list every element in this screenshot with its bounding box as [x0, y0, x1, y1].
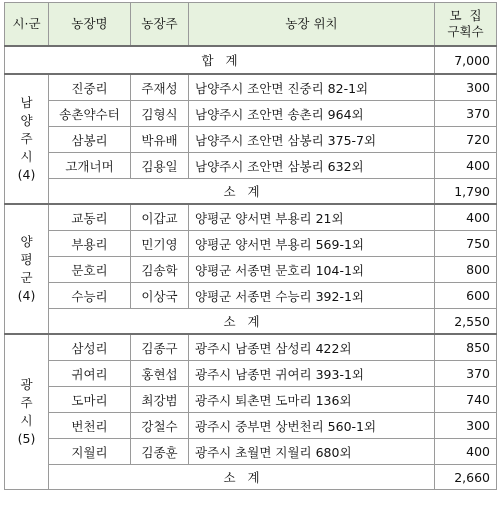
location-cell: 광주시 남종면 귀여리 393-1외	[189, 361, 435, 387]
count-cell: 300	[435, 74, 497, 101]
region-char: (4)	[17, 167, 36, 182]
table-row	[5, 439, 497, 465]
header-count	[435, 3, 497, 47]
count-cell: 740	[435, 387, 497, 413]
region-cell	[5, 204, 49, 334]
count-cell: 370	[435, 361, 497, 387]
count-cell: 400	[435, 153, 497, 179]
location-cell: 광주시 퇴촌면 도마리 136외	[189, 387, 435, 413]
table-row	[5, 74, 497, 101]
location-cell: 남양주시 조안면 송촌리 964외	[189, 101, 435, 127]
owner-cell: 주재성	[131, 74, 189, 101]
subtotal-row	[5, 465, 497, 490]
location-cell: 광주시 초월면 지월리 680외	[189, 439, 435, 465]
count-cell: 300	[435, 413, 497, 439]
location-cell: 광주시 남종면 삼성리 422외	[189, 334, 435, 361]
region-char: 시	[20, 149, 33, 164]
count-cell: 400	[435, 439, 497, 465]
table-body	[5, 46, 497, 490]
count-cell: 370	[435, 101, 497, 127]
region-char: 평	[20, 252, 33, 267]
count-cell: 800	[435, 257, 497, 283]
farm-name-cell: 고개너머	[49, 153, 131, 179]
farm-name-cell: 송촌약수터	[49, 101, 131, 127]
location-cell: 남양주시 조안면 삼봉리 632외	[189, 153, 435, 179]
farm-allotment-table	[4, 2, 497, 490]
subtotal-label: 소 계	[49, 309, 435, 335]
grand-total-label	[5, 46, 435, 74]
location-cell: 양평군 양서면 부용리 569-1외	[189, 231, 435, 257]
table-row	[5, 413, 497, 439]
table-row	[5, 204, 497, 231]
subtotal-value: 2,660	[435, 465, 497, 490]
table-row	[5, 231, 497, 257]
subtotal-value: 2,550	[435, 309, 497, 335]
header-farm-name: 농장명	[49, 3, 131, 47]
location-cell: 남양주시 조안면 진중리 82-1외	[189, 74, 435, 101]
region-char: 시	[20, 413, 33, 428]
farm-name-cell: 지월리	[49, 439, 131, 465]
owner-cell: 이상국	[131, 283, 189, 309]
region-char: 남	[20, 95, 33, 110]
location-cell: 남양주시 조안면 삼봉리 375-7외	[189, 127, 435, 153]
owner-cell: 김종구	[131, 334, 189, 361]
subtotal-label: 소 계	[49, 179, 435, 205]
subtotal-row	[5, 309, 497, 335]
region-char: 양	[20, 113, 33, 128]
location-cell: 양평군 서종면 문호리 104-1외	[189, 257, 435, 283]
count-cell: 400	[435, 204, 497, 231]
region-char: 양	[20, 234, 33, 249]
farm-name-cell: 문호리	[49, 257, 131, 283]
subtotal-label: 소 계	[49, 465, 435, 490]
header-count-line2: 구획수	[447, 24, 484, 39]
farm-name-cell: 번천리	[49, 413, 131, 439]
region-char: 주	[20, 395, 33, 410]
count-cell: 600	[435, 283, 497, 309]
farm-name-cell: 교동리	[49, 204, 131, 231]
location-cell: 광주시 중부면 상번천리 560-1외	[189, 413, 435, 439]
region-cell	[5, 334, 49, 490]
table-row	[5, 153, 497, 179]
farm-name-cell: 수능리	[49, 283, 131, 309]
table-row	[5, 127, 497, 153]
count-cell: 720	[435, 127, 497, 153]
table-row	[5, 257, 497, 283]
grand-total-row	[5, 46, 497, 74]
subtotal-value: 1,790	[435, 179, 497, 205]
header-row	[5, 3, 497, 47]
count-cell: 750	[435, 231, 497, 257]
owner-cell: 최강범	[131, 387, 189, 413]
table-row	[5, 101, 497, 127]
farm-name-cell: 도마리	[49, 387, 131, 413]
grand-total-value: 7,000	[435, 46, 497, 74]
owner-cell: 홍현섭	[131, 361, 189, 387]
header-location: 농장 위치	[189, 3, 435, 47]
region-char: (5)	[17, 431, 36, 446]
farm-name-cell: 삼성리	[49, 334, 131, 361]
location-cell: 양평군 서종면 수능리 392-1외	[189, 283, 435, 309]
header-owner: 농장주	[131, 3, 189, 47]
farm-name-cell: 귀여리	[49, 361, 131, 387]
table-row	[5, 283, 497, 309]
region-char: 군	[20, 270, 33, 285]
owner-cell: 박유배	[131, 127, 189, 153]
grand-total-label-text: 합 계	[201, 53, 238, 68]
region-char: 광	[20, 377, 33, 392]
location-cell: 양평군 양서면 부용리 21외	[189, 204, 435, 231]
owner-cell: 김용일	[131, 153, 189, 179]
subtotal-row	[5, 179, 497, 205]
region-cell	[5, 74, 49, 204]
farm-name-cell: 삼봉리	[49, 127, 131, 153]
header-count-line1: 모 집	[449, 8, 482, 23]
region-char: 주	[20, 131, 33, 146]
farm-name-cell: 부용리	[49, 231, 131, 257]
table-row	[5, 387, 497, 413]
header-region: 시·군	[5, 3, 49, 47]
owner-cell: 김종훈	[131, 439, 189, 465]
count-cell: 850	[435, 334, 497, 361]
owner-cell: 김송학	[131, 257, 189, 283]
owner-cell: 강철수	[131, 413, 189, 439]
owner-cell: 민기영	[131, 231, 189, 257]
farm-name-cell: 진중리	[49, 74, 131, 101]
table-row	[5, 334, 497, 361]
owner-cell: 이갑교	[131, 204, 189, 231]
region-char: (4)	[17, 288, 36, 303]
owner-cell: 김형식	[131, 101, 189, 127]
table-row	[5, 361, 497, 387]
